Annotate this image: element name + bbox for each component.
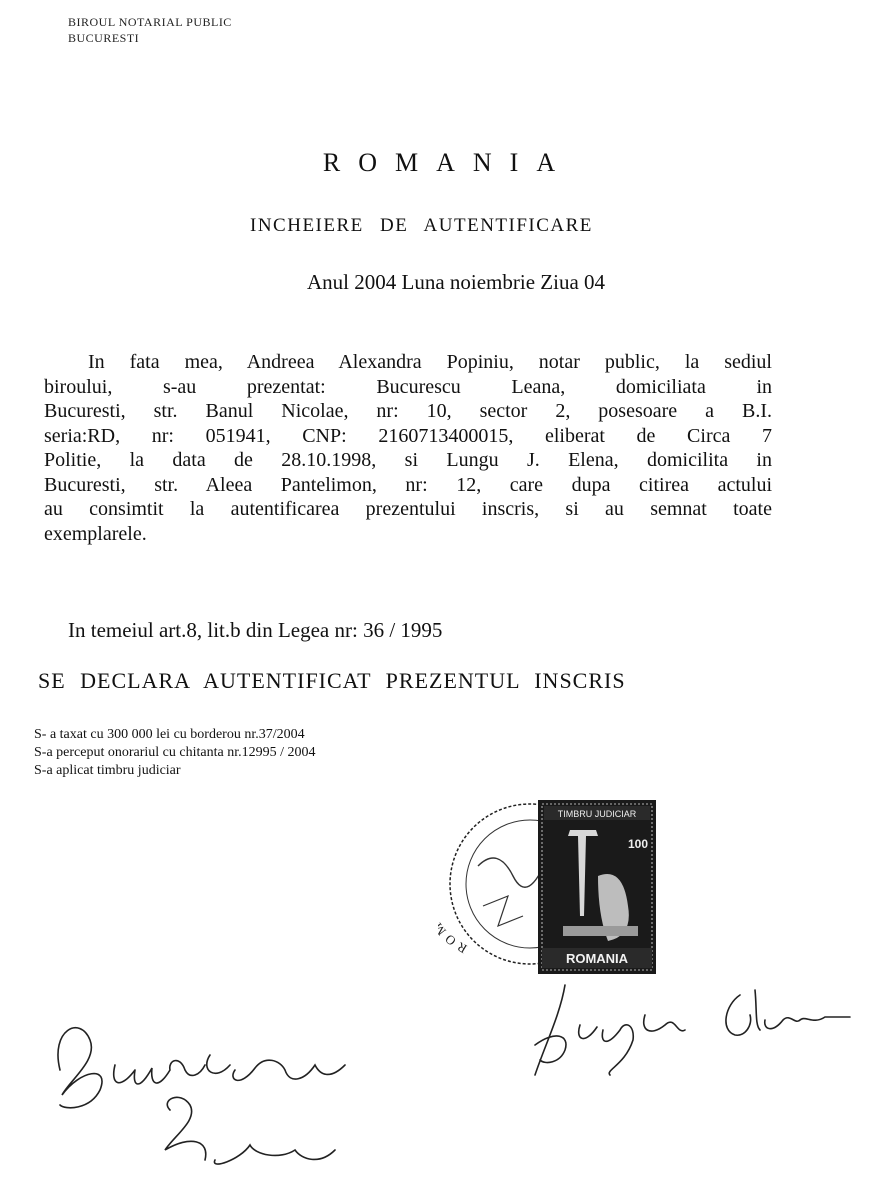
judicial-stamp-icon [538, 800, 656, 974]
svg-text:ROMANIA [438, 872, 469, 957]
signature-graphic [40, 1010, 380, 1176]
seal-stamp-graphic [438, 796, 660, 978]
fee-note: S- a taxat cu 300 000 lei cu borderou nr.37/2004 [34, 727, 305, 742]
authentication-paragraph [44, 350, 772, 546]
paragraph-line: exemplarele. [44, 522, 147, 545]
country-heading: ROMANIA [322, 148, 574, 177]
paragraph-line: Bucuresti, str. Aleea Pantelimon, nr: 12, care dupa citirea actului [44, 473, 772, 496]
paragraph-line: biroului, s-au prezentat: Bucurescu Leana, domiciliata in [44, 375, 772, 398]
fee-note: S-a aplicat timbru judiciar [34, 763, 181, 778]
paragraph-line: Politie, la data de 28.10.1998, si Lungu J. Elena, domicilita in [44, 449, 772, 471]
signature-bucurescu-leana [40, 1010, 380, 1181]
stamp-header-text: TIMBRU JUDICIAR [557, 809, 637, 819]
date-line: Anul 2004 Luna noiembrie Ziua 04 [307, 270, 606, 294]
paragraph-line: Bucuresti, str. Banul Nicolae, nr: 10, sector 2, posesoare a B.I. [44, 400, 772, 422]
signature-lungu-elena [525, 975, 855, 1090]
signature-graphic [525, 975, 855, 1085]
document-title: INCHEIERE DE AUTENTIFICARE [250, 215, 593, 236]
office-city: BUCURESTI [68, 31, 140, 45]
paragraph-line: seria:RD, nr: 051941, CNP: 2160713400015, eliberat de Circa 7 [44, 424, 772, 447]
seal-text: RO [438, 928, 470, 957]
paragraph-line: au consimtit la autentificarea prezentului inscris, si au semnat toate [44, 498, 772, 520]
stamp-footer-text: ROMANIA [565, 951, 629, 966]
seal-and-stamp [438, 796, 660, 978]
declaration-line: SE DECLARA AUTENTIFICAT PREZENTUL INSCRIS [38, 668, 626, 693]
fee-note: S-a perceput onorariul cu chitanta nr.12995 / 2004 [34, 745, 316, 760]
fee-notes [34, 726, 315, 780]
legal-basis: In temeiul art.8, lit.b din Legea nr: 36 / 1995 [68, 618, 443, 642]
office-name: BIROUL NOTARIAL PUBLIC [68, 15, 232, 29]
stamp-value-text: 100 [627, 837, 649, 851]
paragraph-line: In fata mea, Andreea Alexandra Popiniu, notar public, la sediul [88, 351, 772, 373]
notary-office-header [68, 14, 232, 46]
